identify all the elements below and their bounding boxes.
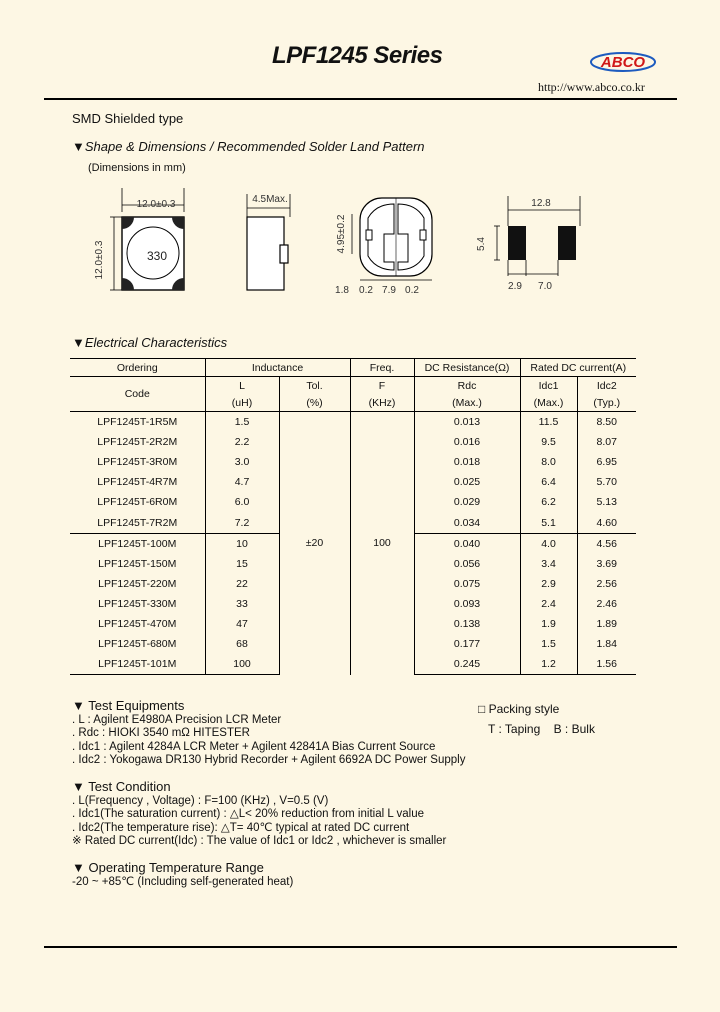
land-pad-right — [558, 226, 576, 260]
cell-rdc: 0.245 — [414, 654, 520, 675]
cell-idc2: 1.89 — [577, 614, 636, 634]
cell-inductance: 7.2 — [205, 512, 279, 533]
cell-idc1: 8.0 — [520, 452, 577, 472]
header-row-2 — [70, 377, 636, 395]
cell-code: LPF1245T-7R2M — [97, 516, 178, 529]
header-ordering: Ordering — [70, 359, 205, 377]
header-inductance: Inductance — [205, 359, 350, 377]
cell-rdc: 0.040 — [414, 533, 520, 554]
header-freq: Freq. — [350, 359, 414, 377]
header-idc2: Idc2 — [577, 377, 636, 395]
header-divider — [44, 98, 677, 100]
cell-idc2: 5.13 — [577, 492, 636, 512]
cell-rdc: 0.018 — [414, 452, 520, 472]
header-l: L — [205, 377, 279, 395]
cell-rdc: 0.034 — [414, 512, 520, 533]
cell-code: LPF1245T-150M — [98, 557, 177, 570]
cell-idc1: 11.5 — [520, 412, 577, 433]
cell-idc2: 1.84 — [577, 634, 636, 654]
packing-heading: □ Packing style — [478, 702, 560, 716]
top-height-label: 12.0±0.3 — [94, 240, 105, 280]
operating-temp-section — [72, 861, 293, 889]
cell-code: LPF1245T-100M — [70, 533, 205, 554]
header-rated-current: Rated DC current(A) — [520, 359, 636, 377]
electrical-heading: ▼Electrical Characteristics — [72, 335, 228, 350]
test-condition-section — [72, 780, 446, 849]
cell-rdc: 0.138 — [414, 614, 520, 634]
cell-idc2: 4.60 — [577, 512, 636, 533]
cell-idc1: 2.4 — [520, 594, 577, 614]
cell-rdc: 0.056 — [414, 554, 520, 574]
test-condition-line: ※ Rated DC current(Idc) : The value of Idc1 or Idc2 , whichever is smaller — [72, 835, 447, 848]
cell-idc2: 8.07 — [577, 432, 636, 452]
cell-idc1: 2.9 — [520, 574, 577, 594]
cell-code: LPF1245T-4R7M — [97, 476, 178, 489]
cell-inductance: 3.0 — [205, 452, 279, 472]
spec-table-body — [70, 412, 636, 675]
bottom-height-label: 4.95±0.2 — [336, 214, 347, 254]
cell-code: LPF1245T-6R0M — [97, 496, 178, 509]
cell-tolerance: ±20 — [279, 412, 350, 675]
cell-inductance: 22 — [205, 574, 279, 594]
cell-inductance: 15 — [205, 554, 279, 574]
cell-code: LPF1245T-3R0M — [97, 456, 178, 469]
header-idc1-unit: (Max.) — [520, 394, 577, 412]
cell-idc1: 1.9 — [520, 614, 577, 634]
cell-code: LPF1245T-330M — [98, 597, 177, 610]
cell-inductance: 47 — [205, 614, 279, 634]
top-width-label: 12.0±0.3 — [136, 199, 176, 210]
land-height-label: 5.4 — [476, 237, 487, 251]
cell-rdc: 0.025 — [414, 472, 520, 492]
land-width-label: 12.8 — [531, 198, 551, 209]
cell-inductance: 4.7 — [205, 472, 279, 492]
cell-inductance: 33 — [205, 594, 279, 614]
bottom-view-drawing — [335, 198, 432, 296]
cell-idc2: 1.56 — [577, 654, 636, 675]
cell-idc1: 1.5 — [520, 634, 577, 654]
cell-rdc: 0.177 — [414, 634, 520, 654]
cell-idc1: 5.1 — [520, 512, 577, 533]
packing-options: T : Taping B : Bulk — [488, 722, 595, 736]
cell-inductance: 6.0 — [205, 492, 279, 512]
marking-text: 330 — [146, 249, 168, 263]
cell-idc1: 4.0 — [520, 533, 577, 554]
cell-code: LPF1245T-220M — [98, 577, 177, 590]
cell-rdc: 0.075 — [414, 574, 520, 594]
land-pad-left — [508, 226, 526, 260]
cell-inductance: 10 — [205, 533, 279, 554]
test-condition-line: . L(Frequency , Voltage) : F=100 (KHz) , V=0.5 (V) — [72, 794, 329, 807]
top-view-drawing — [94, 188, 184, 290]
cell-idc2: 2.46 — [577, 594, 636, 614]
test-condition-line: . Idc2(The temperature rise): △T= 40℃ typical at rated DC current — [72, 821, 410, 834]
abco-logo — [588, 46, 658, 74]
header-l-unit: (uH) — [205, 394, 279, 412]
cell-code: LPF1245T-2R2M — [97, 436, 178, 449]
header-f-unit: (KHz) — [350, 394, 414, 412]
test-equipment-line: . Idc1 : Agilent 4284A LCR Meter + Agilent 42841A Bias Current Source — [72, 740, 436, 753]
cell-idc1: 9.5 — [520, 432, 577, 452]
header-row-1 — [70, 359, 636, 377]
bottom-dim-4: 0.2 — [405, 285, 419, 296]
cell-rdc: 0.016 — [414, 432, 520, 452]
land-pad-width: 2.9 — [508, 281, 522, 292]
table-row — [70, 412, 636, 433]
header-tol-unit: (%) — [279, 394, 350, 412]
footer-divider — [44, 946, 677, 948]
company-url[interactable]: http://www.abco.co.kr — [538, 80, 645, 94]
cell-inductance: 2.2 — [205, 432, 279, 452]
cell-idc2: 3.69 — [577, 554, 636, 574]
operating-temp-value: -20 ~ +85℃ (Including self-generated heat) — [72, 875, 294, 888]
logo-text: ABCO — [600, 54, 646, 71]
test-equipments-section — [72, 699, 465, 768]
packing-section — [478, 699, 595, 739]
test-equipments-heading: ▼ Test Equipments — [72, 698, 185, 713]
bottom-dim-3: 7.9 — [382, 285, 396, 296]
land-pattern-drawing — [476, 196, 580, 292]
test-equipment-line: . L : Agilent E4980A Precision LCR Meter — [72, 713, 282, 726]
header-tol: Tol. — [279, 377, 350, 395]
header-rdc-unit: (Max.) — [414, 394, 520, 412]
header-f: F — [350, 377, 414, 395]
test-condition-line: . Idc1(The saturation current) : △L< 20% reduction from initial L value — [72, 808, 424, 821]
cell-code: LPF1245T-680M — [98, 638, 177, 651]
cell-code: LPF1245T-470M — [98, 617, 177, 630]
dimensions-note: (Dimensions in mm) — [88, 162, 186, 174]
test-equipment-line: . Rdc : HIOKI 3540 mΩ HITESTER — [72, 727, 250, 740]
test-equipment-line: . Idc2 : Yokogawa DR130 Hybrid Recorder + Agilent 6692A DC Power Supply — [72, 754, 466, 767]
side-view-drawing — [247, 194, 290, 290]
cell-rdc: 0.093 — [414, 594, 520, 614]
cell-idc2: 8.50 — [577, 412, 636, 433]
header-idc2-unit: (Typ.) — [577, 394, 636, 412]
cell-idc1: 3.4 — [520, 554, 577, 574]
shape-heading: ▼Shape & Dimensions / Recommended Solder Land Pattern — [72, 139, 425, 154]
product-type: SMD Shielded type — [72, 111, 184, 126]
test-condition-heading: ▼ Test Condition — [72, 779, 171, 794]
dimension-drawings — [0, 180, 720, 300]
cell-frequency: 100 — [350, 412, 414, 675]
electrical-spec-table — [70, 358, 636, 675]
cell-code: LPF1245T-101M — [70, 654, 205, 675]
land-gap: 7.0 — [538, 281, 552, 292]
cell-idc2: 6.95 — [577, 452, 636, 472]
header-rdc: Rdc — [414, 377, 520, 395]
cell-code: LPF1245T-1R5M — [97, 416, 178, 429]
cell-idc2: 2.56 — [577, 574, 636, 594]
cell-idc1: 1.2 — [520, 654, 577, 675]
cell-idc1: 6.2 — [520, 492, 577, 512]
cell-idc2: 4.56 — [577, 533, 636, 554]
page-title: LPF1245 Series — [272, 42, 443, 69]
operating-temp-heading: ▼ Operating Temperature Range — [72, 860, 264, 875]
cell-inductance: 68 — [205, 634, 279, 654]
header-code: Code — [70, 377, 205, 412]
side-height-label: 4.5Max. — [252, 194, 288, 205]
cell-inductance: 1.5 — [205, 412, 279, 433]
cell-inductance: 100 — [205, 654, 279, 675]
cell-idc1: 6.4 — [520, 472, 577, 492]
header-dcr: DC Resistance(Ω) — [414, 359, 520, 377]
bottom-dim-2: 0.2 — [359, 285, 373, 296]
cell-rdc: 0.029 — [414, 492, 520, 512]
bottom-dim-1: 1.8 — [335, 285, 349, 296]
header-idc1: Idc1 — [520, 377, 577, 395]
cell-idc2: 5.70 — [577, 472, 636, 492]
cell-rdc: 0.013 — [414, 412, 520, 433]
